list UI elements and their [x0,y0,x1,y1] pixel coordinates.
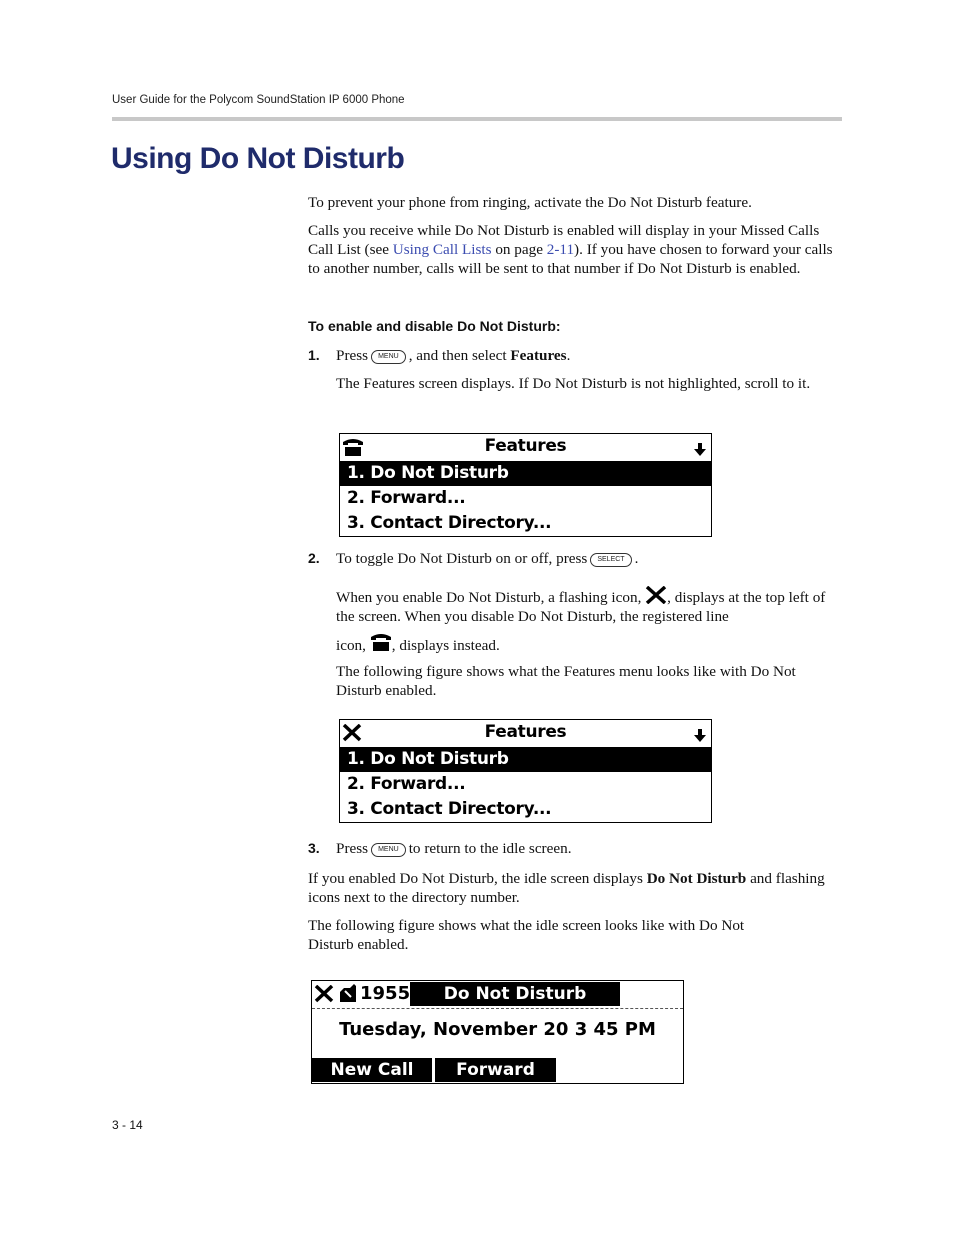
menu-item-contact-directory[interactable]: 3. Contact Directory... [347,799,552,819]
line-handset-icon [336,984,358,1004]
step-1-text: Press MENU , and then select Features. [336,347,571,364]
idle-description-paragraph: If you enabled Do Not Disturb, the idle screen displays Do Not Disturb and flashing icons next to the directory number. [308,870,825,906]
menu-key-icon: MENU [371,350,406,364]
step-1-note: The Features screen displays. If Do Not Disturb is not highlighted, scroll to it. [336,375,811,392]
softkey-forward[interactable]: Forward [435,1058,556,1082]
menu-item-forward[interactable]: 2. Forward... [347,774,466,794]
page-2-11-link[interactable]: 2-11 [546,241,575,258]
step-1-number: 1. [308,347,320,363]
softkey-new-call[interactable]: New Call [312,1058,432,1082]
line-number: 1955 [360,983,411,1004]
scroll-down-arrow-icon [693,443,707,457]
idle-screen [311,980,684,1084]
menu-item-do-not-disturb[interactable]: 1. Do Not Disturb [340,461,711,486]
page-title: Using Do Not Disturb [111,142,405,175]
select-key-icon: SELECT [590,553,631,567]
date-time: Tuesday, November 20 3 45 PM [339,1019,656,1040]
procedure-heading: To enable and disable Do Not Disturb: [308,318,561,334]
step-2-text: To toggle Do Not Disturb on or off, press SELECT . [336,550,639,567]
step-2-para-1: When you enable Do Not Disturb, a flashing icon, , displays at the top left of the screen. When you disable Do Not Disturb, the registered line [336,586,842,626]
intro-paragraph: To prevent your phone from ringing, activate the Do Not Disturb feature. [308,194,752,211]
features-screen-dnd [339,719,712,823]
menu-key-icon: MENU [371,843,406,857]
step-3-number: 3. [308,840,320,856]
menu-item-do-not-disturb[interactable]: 1. Do Not Disturb [340,747,711,772]
dnd-x-icon [645,586,667,604]
menu-item-forward[interactable]: 2. Forward... [347,488,466,508]
step-3-text: Press MENU to return to the idle screen. [336,840,572,857]
registered-line-icon [370,632,392,652]
missed-calls-paragraph: Calls you receive while Do Not Disturb is enabled will display in your Missed Calls Call List (see Using Call Lists on page 2-11). If you have chosen to forward your calls to another number, calls will be sent to that number if Do Not Disturb is enabled. [308,222,833,277]
scroll-down-arrow-icon [693,729,707,743]
menu-item-contact-directory[interactable]: 3. Contact Directory... [347,513,552,533]
page-number: 3 - 14 [112,1118,143,1132]
step-2-number: 2. [308,550,320,566]
dnd-x-icon [314,985,334,1003]
dnd-status-label: Do Not Disturb [410,982,620,1006]
features-screen-default [339,433,712,537]
running-header: User Guide for the Polycom SoundStation IP 6000 Phone [112,94,405,106]
step-2-para-2: icon, , displays instead. [336,632,842,655]
lcd-title: Features [484,722,567,742]
header-rule [112,117,842,121]
step-2-para-3: The following figure shows what the Features menu looks like with Do Not Disturb enabled. [336,663,796,699]
idle-figure-intro: The following figure shows what the idle screen looks like with Do Not Disturb enabled. [308,917,745,953]
using-call-lists-link[interactable]: Using Call Lists [392,241,492,258]
lcd-title: Features [484,436,567,456]
